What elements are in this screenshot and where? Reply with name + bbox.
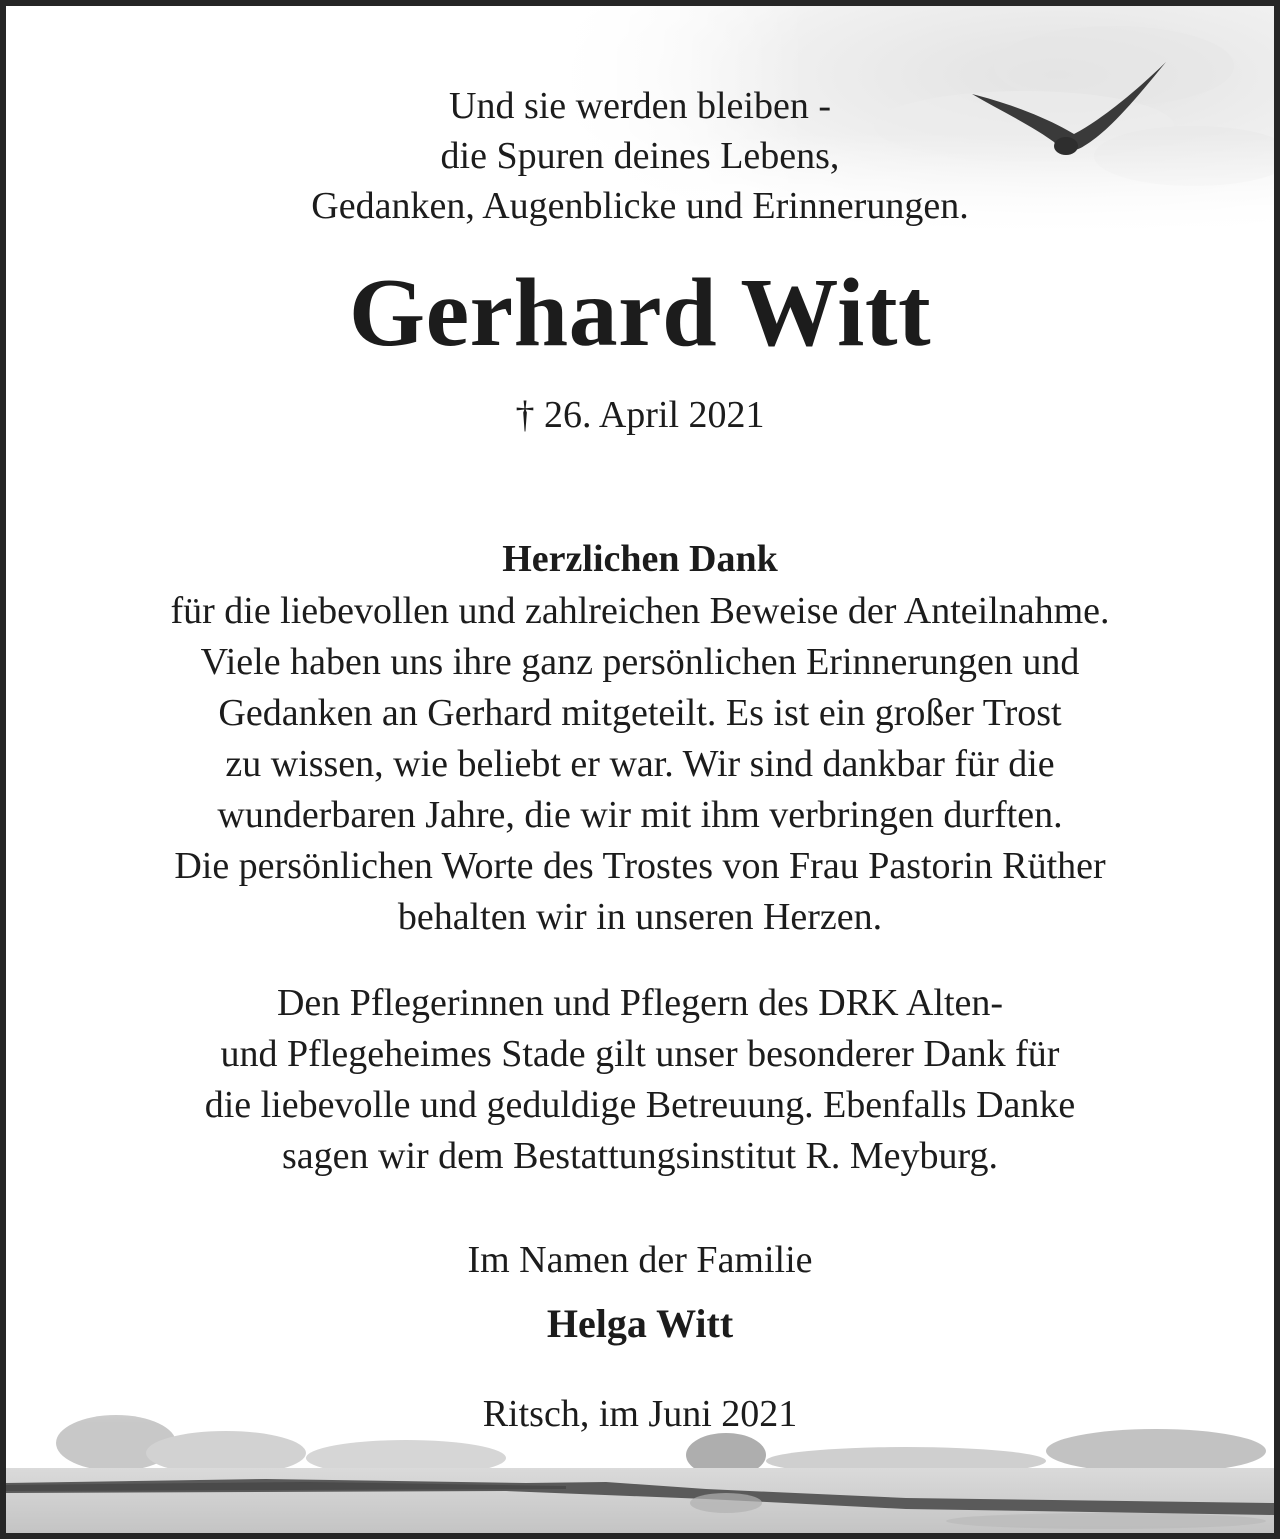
paragraph2-line-4: sagen wir dem Bestattungsinstitut R. Meyburg. bbox=[282, 1135, 998, 1177]
signer-name: Helga Witt bbox=[546, 1301, 734, 1346]
paragraph1-line-1: für die liebevollen und zahlreichen Beweise der Anteilnahme. bbox=[170, 590, 1110, 632]
verse-line-1: Und sie werden bleiben - bbox=[449, 85, 831, 127]
paragraph2-line-1: Den Pflegerinnen und Pflegern des DRK Alten- bbox=[276, 982, 1004, 1024]
paragraph1-line-6: Die persönlichen Worte des Trostes von Frau Pastorin Rüther bbox=[174, 845, 1106, 887]
paragraph1-line-7: behalten wir in unseren Herzen. bbox=[397, 896, 883, 938]
paragraph1-line-4: zu wissen, wie beliebt er war. Wir sind dankbar für die bbox=[225, 743, 1055, 785]
paragraph1-line-5: wunderbaren Jahre, die wir mit ihm verbringen durften. bbox=[217, 794, 1063, 836]
paragraph1-line-2: Viele haben uns ihre ganz persönlichen Erinnerungen und bbox=[200, 641, 1080, 683]
paragraph2-line-2: und Pflegeheimes Stade gilt unser besonderer Dank für bbox=[220, 1033, 1060, 1075]
deceased-name: Gerhard Witt bbox=[348, 259, 932, 367]
death-date: † 26. April 2021 bbox=[515, 394, 765, 436]
paragraph2-line-3: die liebevolle und geduldige Betreuung. Ebenfalls Danke bbox=[204, 1084, 1076, 1126]
signoff: Im Namen der Familie bbox=[467, 1239, 813, 1281]
paragraph1-line-3: Gedanken an Gerhard mitgeteilt. Es ist ein großer Trost bbox=[218, 692, 1062, 734]
place-date: Ritsch, im Juni 2021 bbox=[482, 1393, 798, 1435]
verse-line-3: Gedanken, Augenblicke und Erinnerungen. bbox=[311, 185, 969, 227]
thanks-heading: Herzlichen Dank bbox=[502, 538, 778, 580]
verse-line-2: die Spuren deines Lebens, bbox=[440, 135, 840, 177]
